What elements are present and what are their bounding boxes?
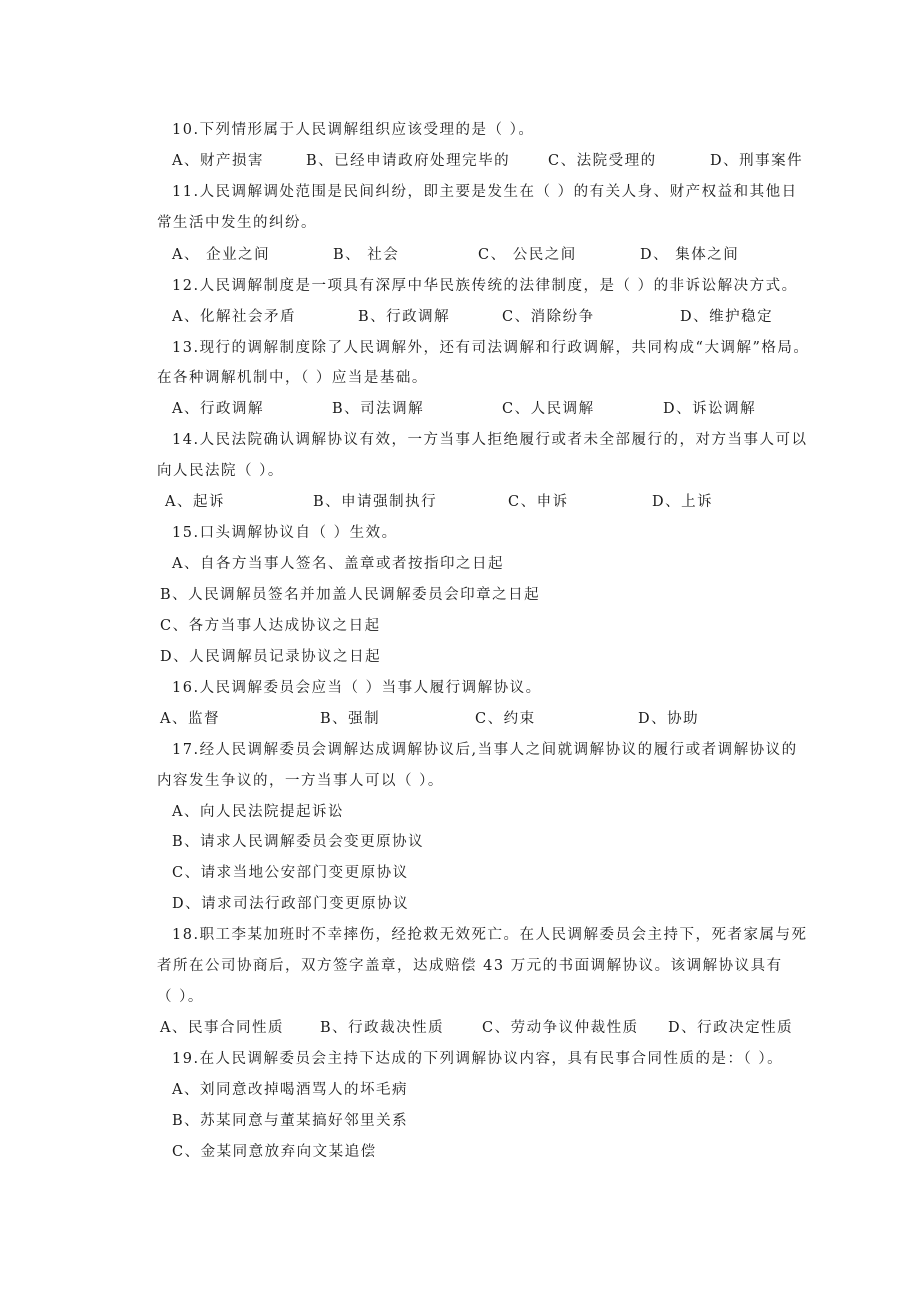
question-number: 15. [172, 525, 200, 541]
option-d: D、行政决定性质 [668, 1020, 794, 1036]
option-d: D、上诉 [652, 494, 714, 510]
option-b: B、行政裁决性质 [320, 1020, 445, 1036]
option-a: A、监督 [160, 711, 220, 727]
question-11-stem-cont: 常生活中发生的纠纷。 [157, 215, 317, 231]
option-c: C、消除纷争 [502, 309, 595, 325]
option-a: A、化解社会矛盾 [172, 309, 296, 325]
question-number: 10. [172, 122, 200, 138]
question-number: 11. [172, 184, 200, 200]
option-b: B、行政调解 [358, 309, 451, 325]
question-18-stem-cont: 者所在公司协商后，双方签字盖章，达成赔偿 43 万元的书面调解协议。该调解协议具有 [157, 958, 783, 974]
option-c: C、法院受理的 [548, 153, 657, 169]
option-b: B、 社会 [333, 247, 400, 263]
option-d: D、维护稳定 [680, 309, 774, 325]
option-c: C、人民调解 [502, 401, 595, 417]
option-d: D、诉讼调解 [663, 401, 757, 417]
option-a: A、向人民法院提起诉讼 [172, 804, 344, 820]
question-number: 16. [172, 680, 200, 696]
option-b: B、司法调解 [332, 401, 425, 417]
option-d: D、人民调解员记录协议之日起 [160, 649, 382, 665]
question-12-stem: 12.人民调解制度是一项具有深厚中华民族传统的法律制度，是（ ）的非诉讼解决方式。 [172, 278, 798, 294]
option-c: C、申诉 [508, 494, 569, 510]
question-13-stem-cont: 在各种调解机制中，（ ）应当是基础。 [157, 370, 428, 386]
option-b: B、已经申请政府处理完毕的 [306, 153, 511, 169]
option-a: A、刘同意改掉喝酒骂人的坏毛病 [172, 1082, 408, 1098]
option-a: A、起诉 [165, 494, 225, 510]
option-a: A、行政调解 [172, 401, 264, 417]
option-b: B、请求人民调解委员会变更原协议 [172, 834, 425, 850]
option-a: A、自各方当事人签名、盖章或者按指印之日起 [172, 556, 504, 572]
option-c: C、劳动争议仲裁性质 [482, 1020, 639, 1036]
question-19-stem: 19.在人民调解委员会主持下达成的下列调解协议内容，具有民事合同性质的是：（ ）。 [172, 1051, 784, 1067]
question-number: 12. [172, 278, 200, 294]
question-number: 17. [172, 742, 200, 758]
option-c: C、约束 [475, 711, 536, 727]
option-b: B、强制 [320, 711, 381, 727]
option-c: C、各方当事人达成协议之日起 [160, 618, 381, 634]
option-a: A、财产损害 [172, 153, 264, 169]
question-11-stem: 11.人民调解调处范围是民间纠纷，即主要是发生在（ ）的有关人身、财产权益和其他日 [172, 184, 798, 200]
question-18-stem-cont: （ ）。 [157, 989, 204, 1005]
question-15-stem: 15.口头调解协议自（ ）生效。 [172, 525, 398, 541]
question-number: 14. [172, 432, 200, 448]
option-b: B、申请强制执行 [313, 494, 438, 510]
question-14-stem: 14.人民法院确认调解协议有效，一方当事人拒绝履行或者未全部履行的，对方当事人可以 [172, 432, 808, 448]
question-number: 13. [172, 340, 200, 356]
option-a: A、民事合同性质 [160, 1020, 284, 1036]
option-d: D、协助 [638, 711, 700, 727]
option-a: A、 企业之间 [172, 247, 271, 263]
question-14-stem-cont: 向人民法院（ ）。 [157, 463, 284, 479]
option-c: C、请求当地公安部门变更原协议 [172, 865, 409, 881]
option-d: D、刑事案件 [710, 153, 804, 169]
option-b: B、人民调解员签名并加盖人民调解委员会印章之日起 [160, 587, 541, 603]
question-13-stem: 13.现行的调解制度除了人民调解外，还有司法调解和行政调解，共同构成“大调解”格局。 [172, 340, 810, 356]
option-d: D、请求司法行政部门变更原协议 [172, 896, 410, 912]
option-d: D、 集体之间 [640, 247, 740, 263]
option-b: B、苏某同意与董某搞好邻里关系 [172, 1113, 409, 1129]
question-18-stem: 18.职工李某加班时不幸摔伤，经抢救无效死亡。在人民调解委员会主持下，死者家属与死 [172, 927, 808, 943]
question-17-stem: 17.经人民调解委员会调解达成调解协议后,当事人之间就调解协议的履行或者调解协议的 [172, 742, 798, 758]
question-17-stem-cont: 内容发生争议的，一方当事人可以（ ）。 [157, 773, 444, 789]
question-number: 19. [172, 1051, 200, 1067]
option-c: C、金某同意放弃向文某追偿 [172, 1144, 377, 1160]
question-number: 18. [172, 927, 200, 943]
option-c: C、 公民之间 [478, 247, 577, 263]
question-10-stem: 10.下列情形属于人民调解组织应该受理的是（ ）。 [172, 122, 535, 138]
question-16-stem: 16.人民调解委员会应当（ ）当事人履行调解协议。 [172, 680, 542, 696]
